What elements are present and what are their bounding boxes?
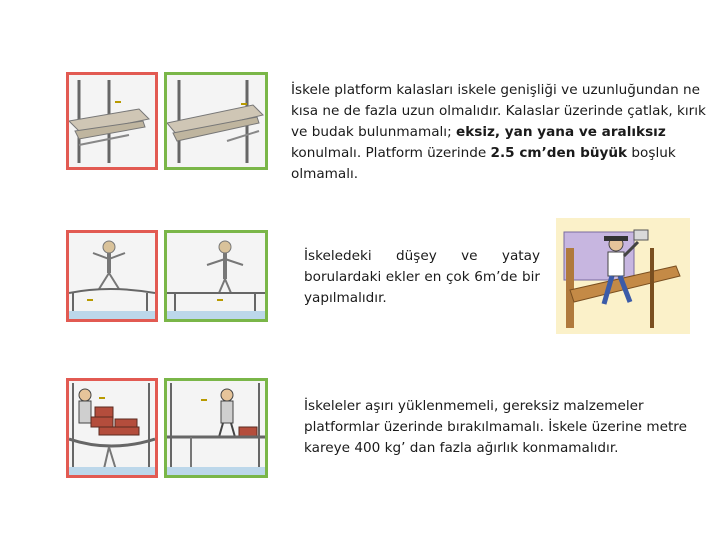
- plank-wrong-illustration: [66, 72, 158, 170]
- plank-rules-text-e: boşluk olmamalı.: [291, 145, 676, 182]
- correct-label: [241, 103, 247, 105]
- joint-correct-illustration: [164, 230, 268, 322]
- worker-on-scaffold-illustration: [556, 218, 690, 334]
- warning-label: [99, 397, 105, 399]
- plank-rules-text: [291, 80, 713, 185]
- correct-label: [201, 399, 207, 401]
- joint-wrong-illustration: [66, 230, 158, 322]
- joint-rule-text: İskeledeki düşey ve yatay borulardaki ekler en çok 6m’de bir yapılmalıdır.: [304, 248, 540, 306]
- plank-rules-emphasis: eksiz, yan yana ve aralıksız: [455, 124, 666, 140]
- warning-label: [87, 299, 93, 301]
- overload-wrong-illustration: [66, 378, 158, 478]
- plank-rules-text-a: İskele platform kalasları iskele genişliği ve uzunluğundan ne kısa ne de fazla uzun olmalıdır. Kalaslar üzerinde çatlak, kırık ve budak bulunmamalı;: [291, 82, 706, 140]
- warning-label: [115, 101, 121, 103]
- overload-correct-illustration: [164, 378, 268, 478]
- plank-correct-illustration: [164, 72, 268, 170]
- correct-label: [217, 299, 223, 301]
- gap-limit-emphasis: 2.5 cm’den büyük: [490, 145, 628, 161]
- load-rule-text: İskeleler aşırı yüklenmemeli, gereksiz malzemeler platformlar üzerinde bırakılmamalı. İskele üzerine metre kareye 400 kg’ dan fazla ağırlık konmamalıdır.: [304, 398, 687, 456]
- plank-rules-text-c: konulmalı. Platform üzerinde: [291, 145, 491, 161]
